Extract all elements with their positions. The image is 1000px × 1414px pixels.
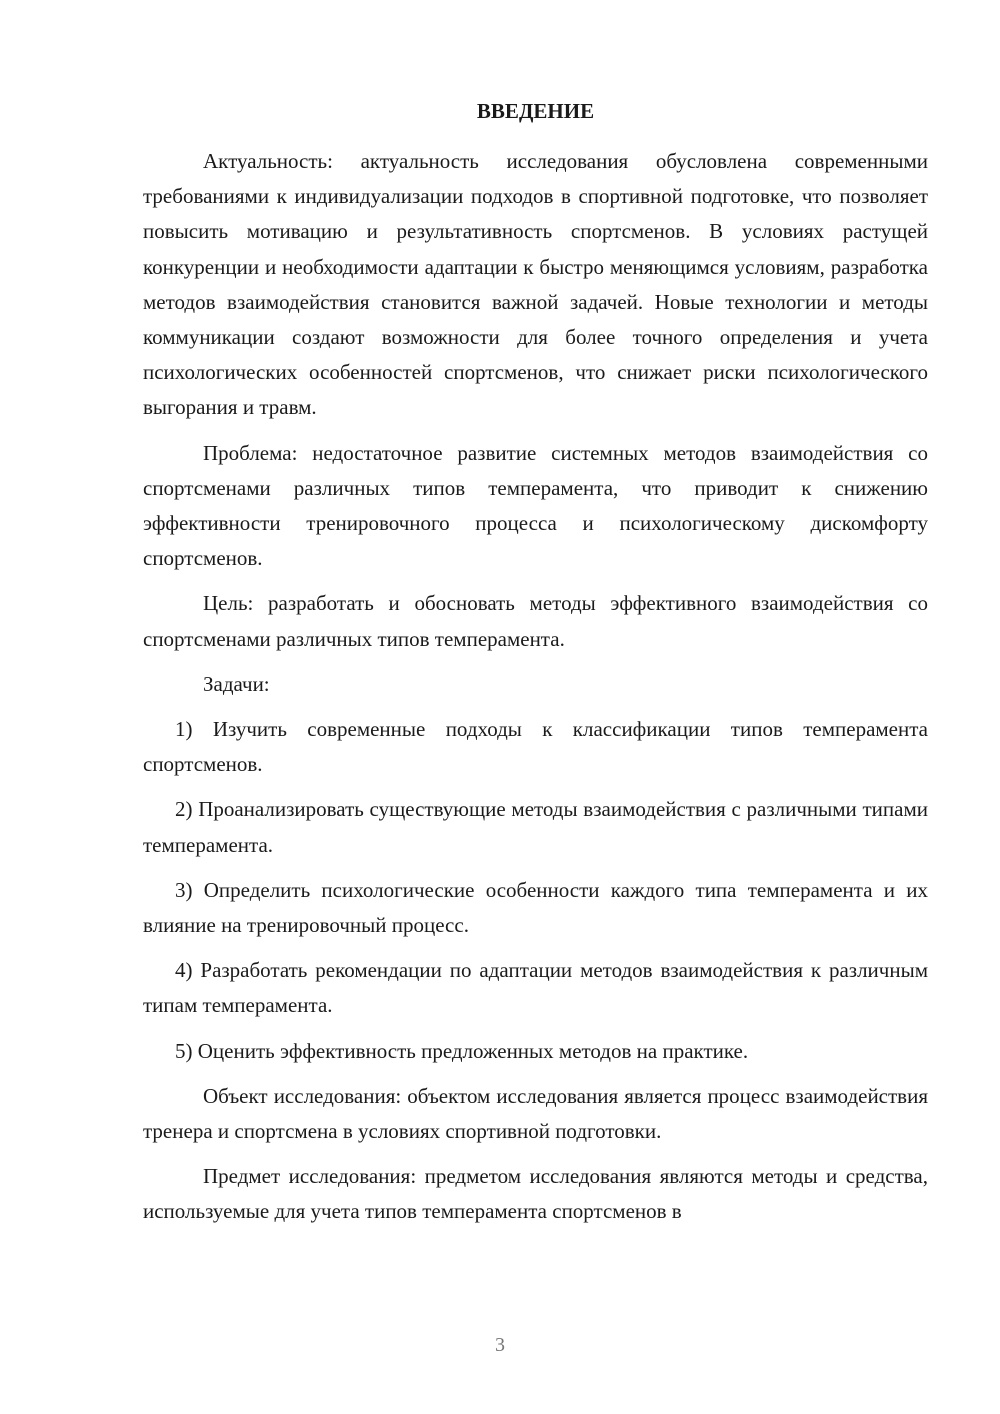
relevance-paragraph: Актуальность: актуальность исследования обусловлена современными требованиями к индивидуализации подходов в спортивной подготовке, что позволяет повысить мотивацию и результативность спортсменов. В условиях растущей конкуренции и необходимости адаптации к быстро меняющимся условиям, разработка методов взаимодействия становится важной задачей. Новые технологии и методы коммуникации создают возможности для более точного определения и учета психологических особенностей спортсменов, что снижает риски психологического выгорания и травм. <box>143 149 928 420</box>
task-item: 5) Оценить эффективность предложенных методов на практике. <box>175 1038 749 1063</box>
page-content <box>143 96 928 1230</box>
tasks-heading: Задачи: <box>203 671 270 696</box>
page-number: 3 <box>495 1334 505 1356</box>
goal-paragraph: Цель: разработать и обосновать методы эффективного взаимодействия со спортсменами различных типов темперамента. <box>143 591 928 651</box>
problem-paragraph: Проблема: недостаточное развитие системных методов взаимодействия со спортсменами различных типов темперамента, что приводит к снижению эффективности тренировочного процесса и психологическому дискомфорту спортсменов. <box>143 440 928 571</box>
task-item: 3) Определить психологические особенности каждого типа темперамента и их влияние на тренировочный процесс. <box>143 877 928 938</box>
task-item: 1) Изучить современные подходы к классификации типов темперамента спортсменов. <box>143 717 928 777</box>
task-item: 2) Проанализировать существующие методы взаимодействия с различными типами темперамента. <box>143 797 928 857</box>
subject-paragraph: Предмет исследования: предметом исследования являются методы и средства, используемые для учета типов темперамента спортсменов в <box>143 1164 928 1224</box>
task-list <box>143 712 928 1069</box>
task-item: 4) Разработать рекомендации по адаптации методов взаимодействия к различным типам темперамента. <box>143 958 928 1018</box>
page-title: ВВЕДЕНИЕ <box>476 99 595 123</box>
object-paragraph: Объект исследования: объектом исследования является процесс взаимодействия тренера и спортсмена в условиях спортивной подготовки. <box>143 1083 928 1144</box>
